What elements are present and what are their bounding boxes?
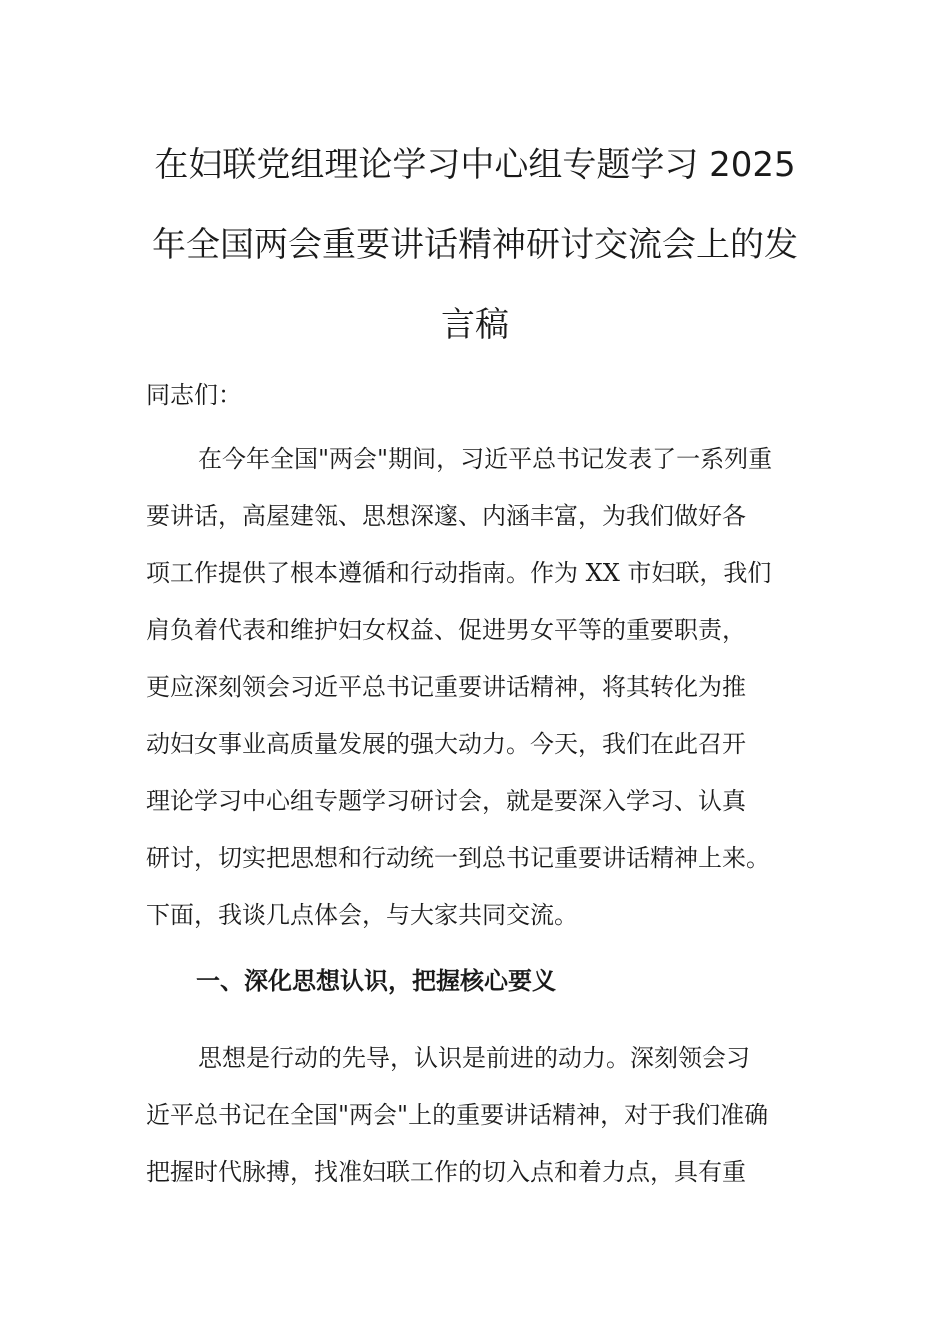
paragraph-1-line: 在今年全国"两会"期间，习近平总书记发表了一系列重: [198, 445, 773, 473]
paragraph-1-line: 研讨，切实把思想和行动统一到总书记重要讲话精神上来。: [146, 844, 770, 872]
paragraph-1-line: 更应深刻领会习近平总书记重要讲话精神，将其转化为推: [146, 673, 746, 701]
paragraph-2-line: 近平总书记在全国"两会"上的重要讲话精神，对于我们准确: [146, 1101, 769, 1129]
paragraph-1-line: 下面，我谈几点体会，与大家共同交流。: [146, 901, 578, 929]
paragraph-1-line: 项工作提供了根本遵循和行动指南。作为 XX 市妇联，我们: [146, 559, 772, 587]
paragraph-1-line: 动妇女事业高质量发展的强大动力。今天，我们在此召开: [146, 730, 746, 758]
paragraph-1-line: 要讲话，高屋建瓴、思想深邃、内涵丰富，为我们做好各: [146, 502, 746, 530]
paragraph-2-line: 思想是行动的先导，认识是前进的动力。深刻领会习: [198, 1044, 750, 1072]
title-line: 在妇联党组理论学习中心组专题学习 2025: [154, 145, 796, 185]
title-line: 言稿: [441, 305, 509, 345]
document-title: [140, 138, 810, 352]
salutation: 同志们：: [146, 381, 242, 409]
title-line: 年全国两会重要讲话精神研讨交流会上的发: [152, 225, 798, 265]
section-heading-1: 一、深化思想认识，把握核心要义: [196, 967, 556, 995]
paragraph-2-line: 把握时代脉搏，找准妇联工作的切入点和着力点，具有重: [146, 1158, 746, 1186]
paragraph-1-line: 理论学习中心组专题学习研讨会，就是要深入学习、认真: [146, 787, 746, 815]
paragraph-1-line: 肩负着代表和维护妇女权益、促进男女平等的重要职责，: [146, 616, 746, 644]
